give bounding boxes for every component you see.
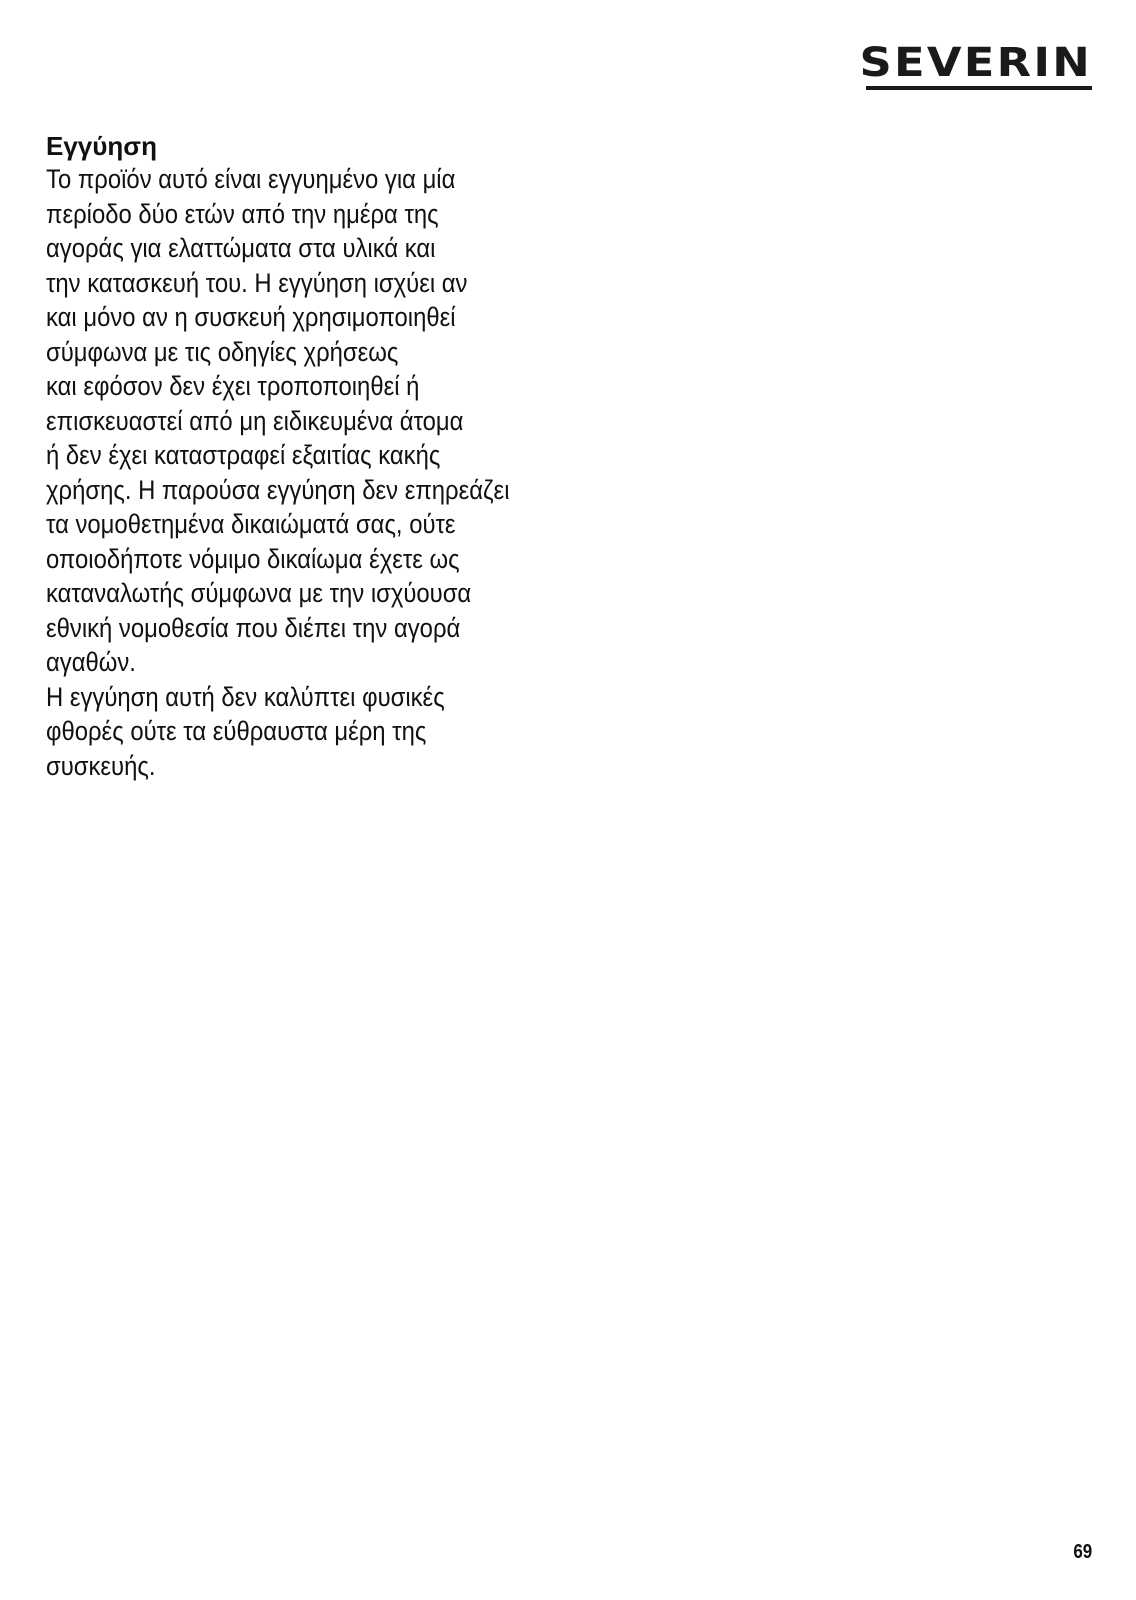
brand-logo [859, 40, 1092, 90]
body-line: φθορές ούτε τα εύθραυστα μέρη της [46, 716, 427, 746]
body-line: την κατασκευή του. Η εγγύηση ισχύει αν [46, 267, 468, 298]
body-line: Το προϊόν αυτό είναι εγγυημένο για μία [46, 164, 456, 194]
body-line: και εφόσον δεν έχει τροποποιηθεί ή [46, 371, 420, 401]
body-line: επισκευαστεί από μη ειδικευμένα άτομα [46, 405, 464, 436]
body-line: σύμφωνα με τις οδηγίες χρήσεως [46, 336, 399, 367]
body-line: συσκευής. [46, 750, 156, 781]
body-line: αγαθών. [46, 647, 136, 677]
body-line: καταναλωτής σύμφωνα με την ισχύουσα [46, 578, 472, 608]
body-line: αγοράς για ελαττώματα στα υλικά και [46, 233, 436, 263]
body-line: και μόνο αν η συσκευή χρησιμοποιηθεί [46, 302, 456, 332]
body-line: οποιοδήποτε νόμιμο δικαίωμα έχετε ως [46, 543, 460, 574]
warranty-section [46, 130, 586, 783]
brand-logo-underline [866, 86, 1092, 90]
body-line: περίοδο δύο ετών από την ημέρα της [46, 198, 439, 229]
body-line: ή δεν έχει καταστραφεί εξαιτίας κακής [46, 440, 441, 470]
brand-logo-text: SEVERIN [859, 40, 1092, 86]
section-body [46, 162, 586, 783]
section-title: Εγγύηση [46, 131, 157, 161]
page-number: 69 [1073, 1541, 1092, 1563]
body-line: Η εγγύηση αυτή δεν καλύπτει φυσικές [46, 681, 445, 712]
body-line: τα νομοθετημένα δικαιώματά σας, ούτε [46, 509, 456, 539]
body-line: χρήσης. Η παρούσα εγγύηση δεν επηρεάζει [46, 474, 510, 505]
body-line: εθνική νομοθεσία που διέπει την αγορά [46, 612, 461, 643]
